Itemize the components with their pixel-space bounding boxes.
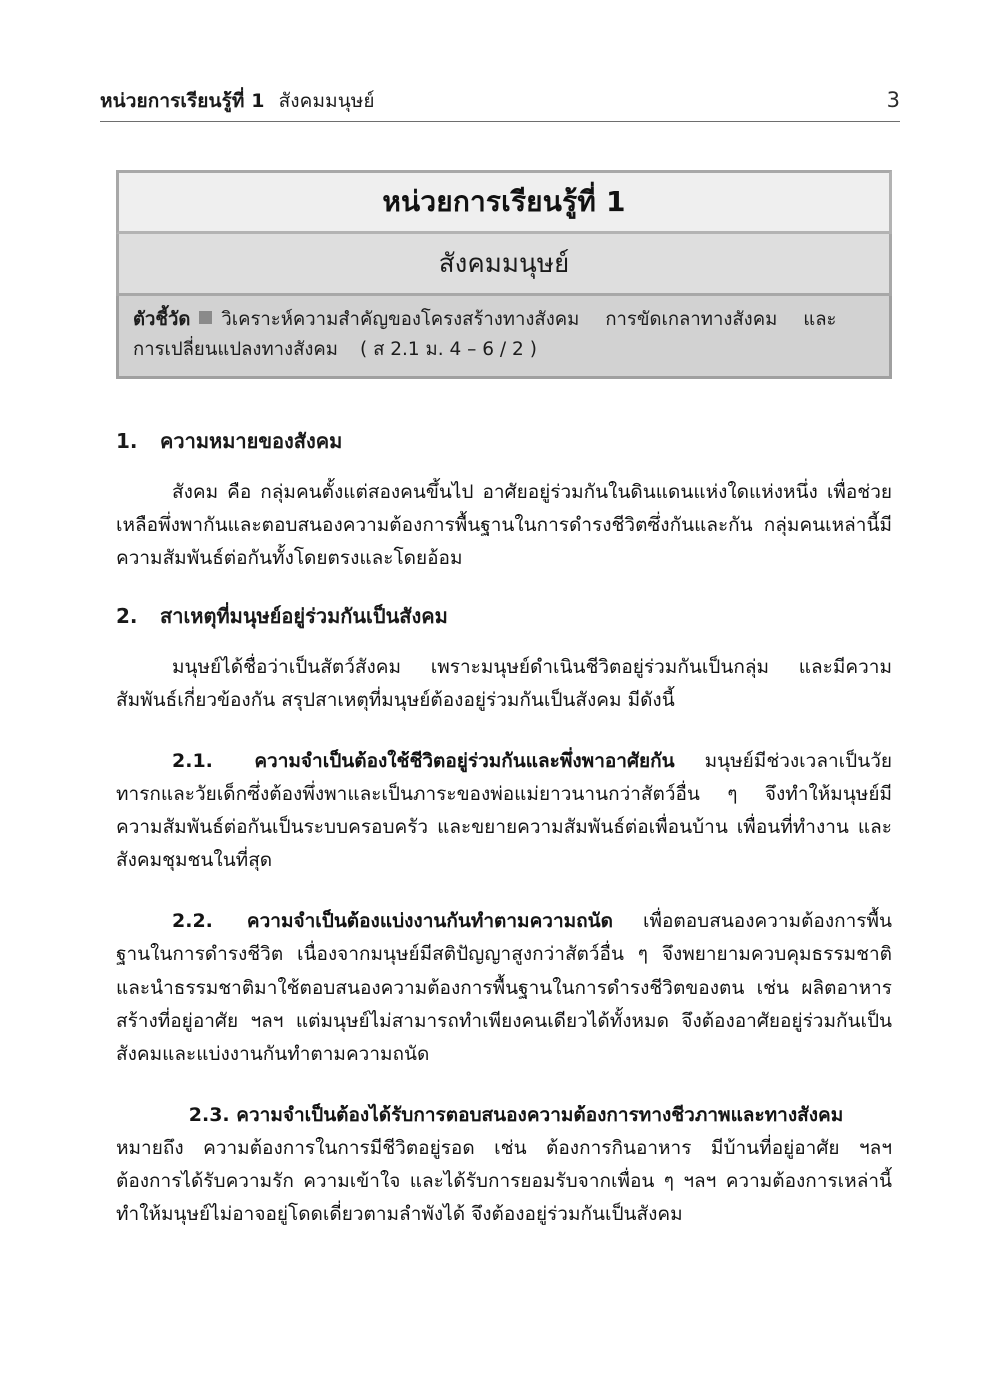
topic-title-box [116, 234, 892, 296]
subsection-2-3-body: หมายถึง ความต้องการในการมีชีวิตอยู่รอด เช่น ต้องการกินอาหาร มีบ้านที่อยู่อาศัย ฯลฯ ต้องการได้รับความรัก ความเข้าใจ และได้รับการยอมรับจากเพื่อน ๆ ฯลฯ ความต้องการเหล่านี้ ทำให้มนุษย์ไม่อาจอยู่โดดเดี่ยวตามลำพังได้ จึงต้องอยู่ร่วมกันเป็นสังคม [116, 1136, 892, 1225]
indicator-text-part-4: การเปลี่ยนแปลงทางสังคม [133, 338, 338, 360]
section-title-1: ความหมายของสังคม [160, 429, 343, 453]
section-heading-1 [116, 428, 892, 454]
indicator-text-part-1: วิเคราะห์ความสำคัญของโครงสร้างทางสังคม [221, 309, 580, 330]
indicator-line-1 [133, 305, 875, 335]
running-head [100, 86, 900, 116]
subsection-2-3 [116, 1099, 892, 1231]
page-number: 3 [886, 88, 900, 112]
unit-title-box [116, 170, 892, 234]
subsection-2-1-heading: ความจำเป็นต้องใช้ชีวิตอยู่ร่วมกันและพึ่งพาอาศัยกัน [254, 750, 675, 773]
unit-title-text: หน่วยการเรียนรู้ที่ 1 [382, 185, 626, 218]
section-number-1: 1. [116, 429, 138, 453]
subsection-2-2 [116, 905, 892, 1070]
subsection-2-2-body: เพื่อตอบสนองความต้องการพื้นฐานในการดำรงชีวิต เนื่องจากมนุษย์มีสติปัญญาสูงกว่าสัตว์อื่น ๆ จึงพยายามควบคุมธรรมชาติและนำธรรมชาติมาใช้ตอบสนองความต้องการพื้นฐานในการดำรงชีวิตของตน เช่น ผลิตอาหาร สร้างที่อยู่อาศัย ฯลฯ แต่มนุษย์ไม่สามารถทำเพียงคนเดียวได้ทั้งหมด จึงต้องอาศัยอยู่ร่วมกันเป็นสังคมและแบ่งงานกันทำตามความถนัด [116, 910, 892, 1065]
page-content [116, 428, 892, 1231]
section-heading-2 [116, 603, 892, 629]
title-box-stack [116, 170, 892, 379]
subsection-2-3-number: 2.3. [188, 1103, 230, 1126]
subsection-2-3-heading-line [140, 1099, 892, 1132]
running-head-topic: สังคมมนุษย์ [278, 90, 375, 112]
indicator-text-part-2: การขัดเกลาทางสังคม [605, 309, 778, 330]
subsection-2-1 [116, 745, 892, 877]
subsection-2-1-number: 2.1. [172, 750, 213, 773]
topic-title-text: สังคมมนุษย์ [438, 249, 570, 279]
subsection-2-3-heading: ความจำเป็นต้องได้รับการตอบสนองความต้องการทางชีวภาพและทางสังคม [236, 1103, 844, 1126]
running-head-left [100, 86, 375, 116]
indicator-box [116, 296, 892, 379]
section-paragraph-1-text: สังคม คือ กลุ่มคนตั้งแต่สองคนขึ้นไป อาศัยอยู่ร่วมกันในดินแดนแห่งใดแห่งหนึ่ง เพื่อช่วยเหลือพึ่งพากันและตอบสนองความต้องการพื้นฐานในการดำรงชีวิตซึ่งกันและกัน กลุ่มคนเหล่านี้มีความสัมพันธ์ต่อกันทั้งโดยตรงและโดยอ้อม [116, 481, 892, 570]
section-paragraph-1 [116, 476, 892, 575]
section-number-2: 2. [116, 604, 138, 629]
section-paragraph-2-text: มนุษย์ได้ชื่อว่าเป็นสัตว์สังคม เพราะมนุษย์ดำเนินชีวิตอยู่ร่วมกันเป็นกลุ่ม และมีความสัมพันธ์เกี่ยวข้องกัน สรุปสาเหตุที่มนุษย์ต้องอยู่ร่วมกันเป็นสังคม มีดังนี้ [116, 656, 892, 712]
running-head-unit: หน่วยการเรียนรู้ที่ 1 [100, 90, 265, 112]
filled-square-bullet-icon [199, 311, 212, 324]
subsection-2-2-number: 2.2. [172, 910, 213, 933]
subsection-2-1-body: มนุษย์มีช่วงเวลาเป็นวัยทารกและวัยเด็กซึ่งต้องพึ่งพาและเป็นภาระของพ่อแม่ยาวนานกว่าสัตว์อื่น ๆ จึงทำให้มนุษย์มีความสัมพันธ์ต่อกันเป็นระบบครอบครัว และขยายความสัมพันธ์ต่อเพื่อนบ้าน เพื่อนที่ทำงาน และสังคมชุมชนในที่สุด [116, 750, 892, 872]
indicator-label: ตัวชี้วัด [133, 309, 191, 330]
header-divider-rule [100, 121, 900, 122]
section-paragraph-2 [116, 651, 892, 717]
subsection-2-2-heading: ความจำเป็นต้องแบ่งงานกันทำตามความถนัด [246, 910, 613, 933]
indicator-code: ( ส 2.1 ม. 4 – 6 / 2 ) [359, 338, 537, 360]
indicator-text-part-3: และ [803, 309, 837, 330]
indicator-line-2 [133, 335, 875, 365]
section-title-2: สาเหตุที่มนุษย์อยู่ร่วมกันเป็นสังคม [160, 604, 448, 629]
